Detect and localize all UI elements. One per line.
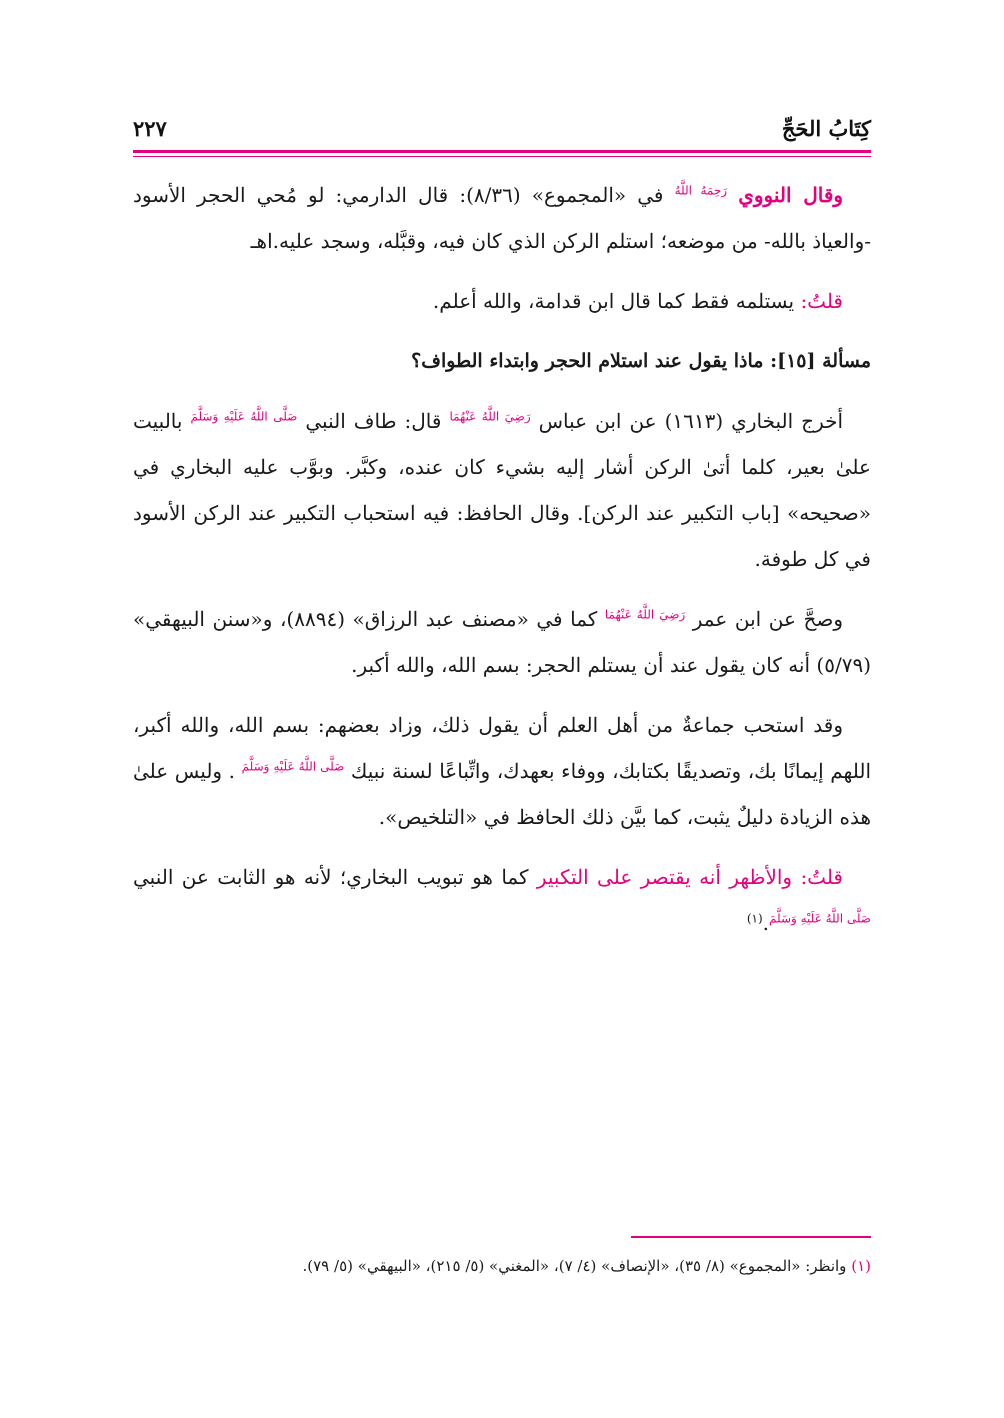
paragraph-text: في «المجموع» (٨/٣٦): قال الدارمي: لو مُحي الحجر الأسود -والعياذ بالله- من موضعه؛ استلم الركن الذي كان فيه، وقبَّله، وسجد عليه.اهـ xyxy=(133,183,871,253)
header-rule-thick xyxy=(133,150,871,153)
honorific-mark: رَحِمَهُ اللَّهُ xyxy=(674,183,728,198)
honorific-mark: رَضِيَ اللَّهُ عَنْهُمَا xyxy=(449,409,531,424)
paragraph-qultu-2 xyxy=(133,854,871,946)
question-label: مسألة [١٥]: xyxy=(770,350,871,372)
paragraph-nawawi xyxy=(133,172,871,264)
paragraph-text: يستلمه فقط كما قال ابن قدامة، والله أعلم. xyxy=(432,289,795,313)
paragraph-text: كما في «مصنف عبد الرزاق» (٨٨٩٤)، و«سنن البيهقي» (٥/٧٩) أنه كان يقول عند أن يستلم الحجر: بسم الله، والله أكبر. xyxy=(133,607,871,677)
paragraph-text: . وليس علىٰ هذه الزيادة دليلٌ يثبت، كما بيَّن ذلك الحافظ في «التلخيص». xyxy=(133,759,871,829)
footnote-reference[interactable]: (١) xyxy=(746,911,763,926)
footnote-text: وانظر: «المجموع» (٨/ ٣٥)، «الإنصاف» (٤/ ٧)، «المغني» (٥/ ٢١٥)، «البيهقي» (٥/ ٧٩). xyxy=(302,1257,847,1275)
question-text: ماذا يقول عند استلام الحجر وابتداء الطواف؟ xyxy=(411,350,764,372)
highlighted-opinion: والأظهر أنه يقتصر على التكبير xyxy=(536,865,793,889)
footnote-number: (١) xyxy=(851,1257,871,1275)
paragraph-ibn-umar xyxy=(133,596,871,688)
paragraph-text: وقد استحب جماعةٌ من أهل العلم أن يقول ذلك، وزاد بعضهم: بسم الله، والله أكبر، اللهم إيمانًا بك، وتصديقًا بكتابك، ووفاء بعهدك، واتِّباعًا لسنة نبيك xyxy=(133,713,872,783)
honorific-mark: صَلَّى اللَّهُ عَلَيْهِ وَسَلَّمَ xyxy=(241,759,345,774)
paragraph-text: كما هو تبويب البخاري؛ لأنه هو الثابت عن النبي xyxy=(133,865,529,889)
paragraph-text: قال: طاف النبي xyxy=(305,409,442,433)
page-number: ٢٢٧ xyxy=(133,116,167,141)
honorific-mark: رَضِيَ اللَّهُ عَنْهُمَا xyxy=(604,607,686,622)
paragraph-qultu-1 xyxy=(133,278,871,324)
qultu-lead: قلتُ: xyxy=(800,289,843,313)
speaker-name: وقال النووي xyxy=(738,183,844,207)
question-heading xyxy=(133,338,871,384)
paragraph-text: أخرج البخاري (١٦١٣) عن ابن عباس xyxy=(538,409,844,433)
paragraph-text: وصحَّ عن ابن عمر xyxy=(692,607,844,631)
qultu-lead: قلتُ: xyxy=(800,865,843,889)
paragraph-bukhari xyxy=(133,398,871,582)
paragraph-text: بالبيت علىٰ بعير، كلما أتىٰ الركن أشار إليه بشيء كان عنده، وكبَّر. وبوَّب عليه البخاري في «صحيحه» [باب التكبير عند الركن]. وقال الحافظ: فيه استحباب التكبير عند الركن الأسود في كل طوفة. xyxy=(133,409,871,571)
header-rule-thin xyxy=(133,156,871,157)
paragraph-jamaah xyxy=(133,702,871,840)
footnote-separator xyxy=(631,1236,871,1238)
book-title: كِتَابُ الحَجِّ xyxy=(781,116,871,141)
paragraph-text: . xyxy=(762,911,769,935)
honorific-mark: صَلَّى اللَّهُ عَلَيْهِ وَسَلَّمَ xyxy=(190,409,298,424)
page-header xyxy=(133,112,871,148)
page-body xyxy=(133,172,871,960)
honorific-mark: صَلَّى اللَّهُ عَلَيْهِ وَسَلَّمَ xyxy=(769,911,871,926)
footnote xyxy=(133,1252,871,1280)
